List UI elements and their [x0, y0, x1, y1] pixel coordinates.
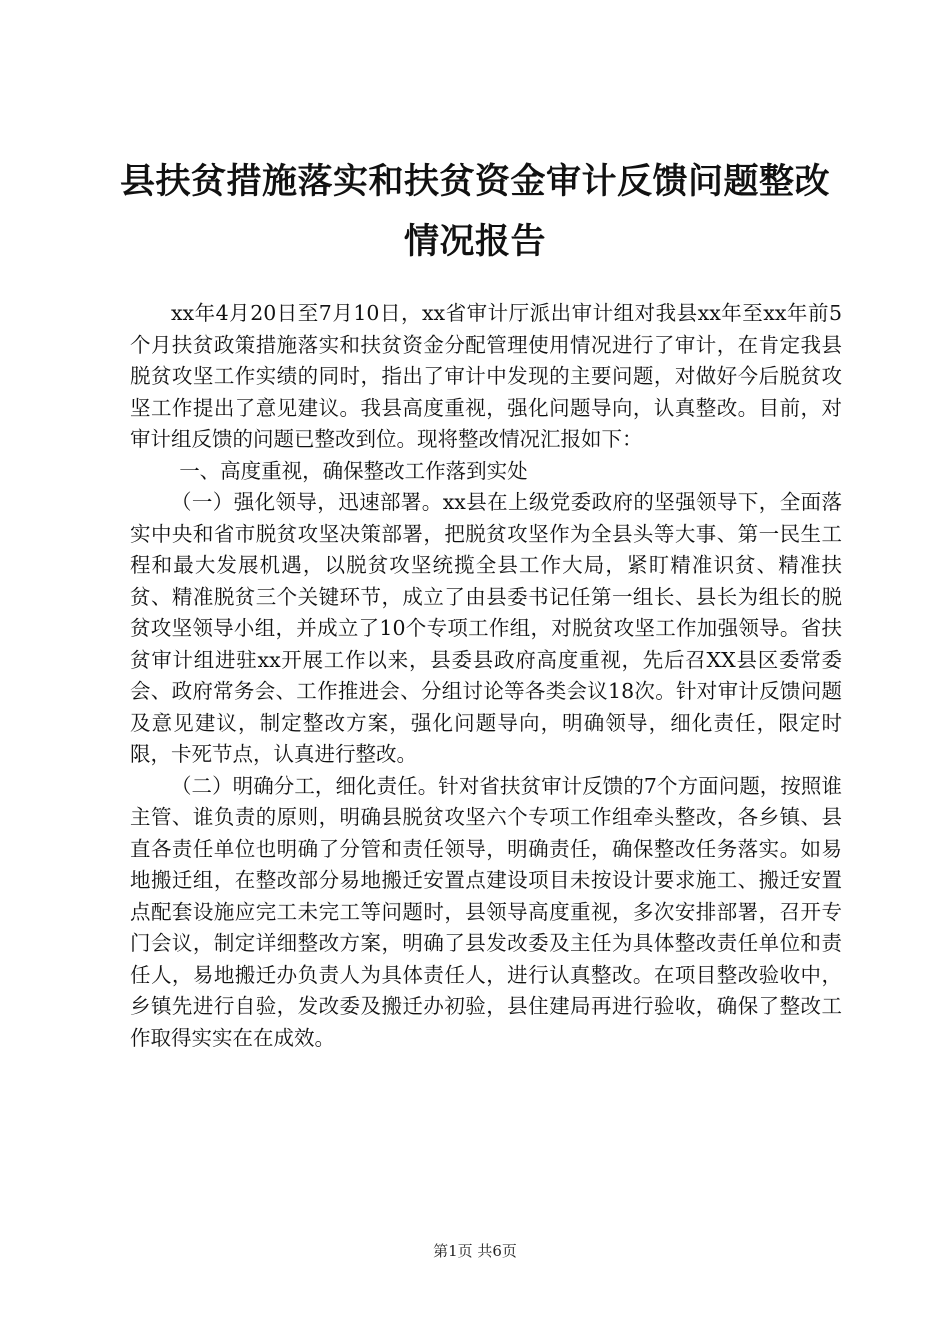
page-footer: 第1页 共6页	[433, 1242, 517, 1260]
paragraph-2: （二）明确分工，细化责任。针对省扶贫审计反馈的7个方面问题，按照谁主管、谁负责的原则，明确县脱贫攻坚六个专项工作组牵头整改，各乡镇、县直各责任单位也明确了分管和责任领导，明确责任，确保整改任务落实。如易地搬迁组，在整改部分易地搬迁安置点建设项目未按设计要求施工、搬迁安置点配套设施应完工未完工等问题时，县领导高度重视，多次安排部署，召开专门会议，制定详细整改方案，明确了县发改委及主任为具体整改责任单位和责任人，易地搬迁办负责人为具体责任人，进行认真整改。在项目整改验收中，乡镇先进行自验，发改委及搬迁办初验，县住建局再进行验收，确保了整改工作取得实实在在成效。	[130, 773, 842, 1050]
paragraph-1: （一）强化领导，迅速部署。xx县在上级党委政府的坚强领导下，全面落实中央和省市脱贫攻坚决策部署，把脱贫攻坚作为全县头等大事、第一民生工程和最大发展机遇，以脱贫攻坚统揽全县工作大局，紧盯精准识贫、精准扶贫、精准脱贫三个关键环节，成立了由县委书记任第一组长、县长为组长的脱贫攻坚领导小组，并成立了10个专项工作组，对脱贫攻坚工作加强领导。省扶贫审计组进驻xx开展工作以来，县委县政府高度重视，先后召XX县区委常委会、政府常务会、工作推进会、分组讨论等各类会议18次。针对审计反馈问题及意见建议，制定整改方案，强化问题导向，明确领导，细化责任，限定时限，卡死节点，认真进行整改。	[130, 490, 842, 766]
section-heading: 一、高度重视，确保整改工作落到实处	[179, 458, 528, 483]
document-title-line2: 情况报告	[403, 221, 546, 262]
document-body	[130, 298, 842, 1054]
document-title-line1: 县扶贫措施落实和扶贫资金审计反馈问题整改	[119, 161, 830, 202]
intro-paragraph: xx年4月20日至7月10日，xx省审计厅派出审计组对我县xx年至xx年前5个月扶贫政策措施落实和扶贫资金分配管理使用情况进行了审计，在肯定我县脱贫攻坚工作实绩的同时，指出了审计中发现的主要问题，对做好今后脱贫攻坚工作提出了意见建议。我县高度重视，强化问题导向，认真整改。目前，对审计组反馈的问题已整改到位。现将整改情况汇报如下：	[130, 301, 842, 451]
